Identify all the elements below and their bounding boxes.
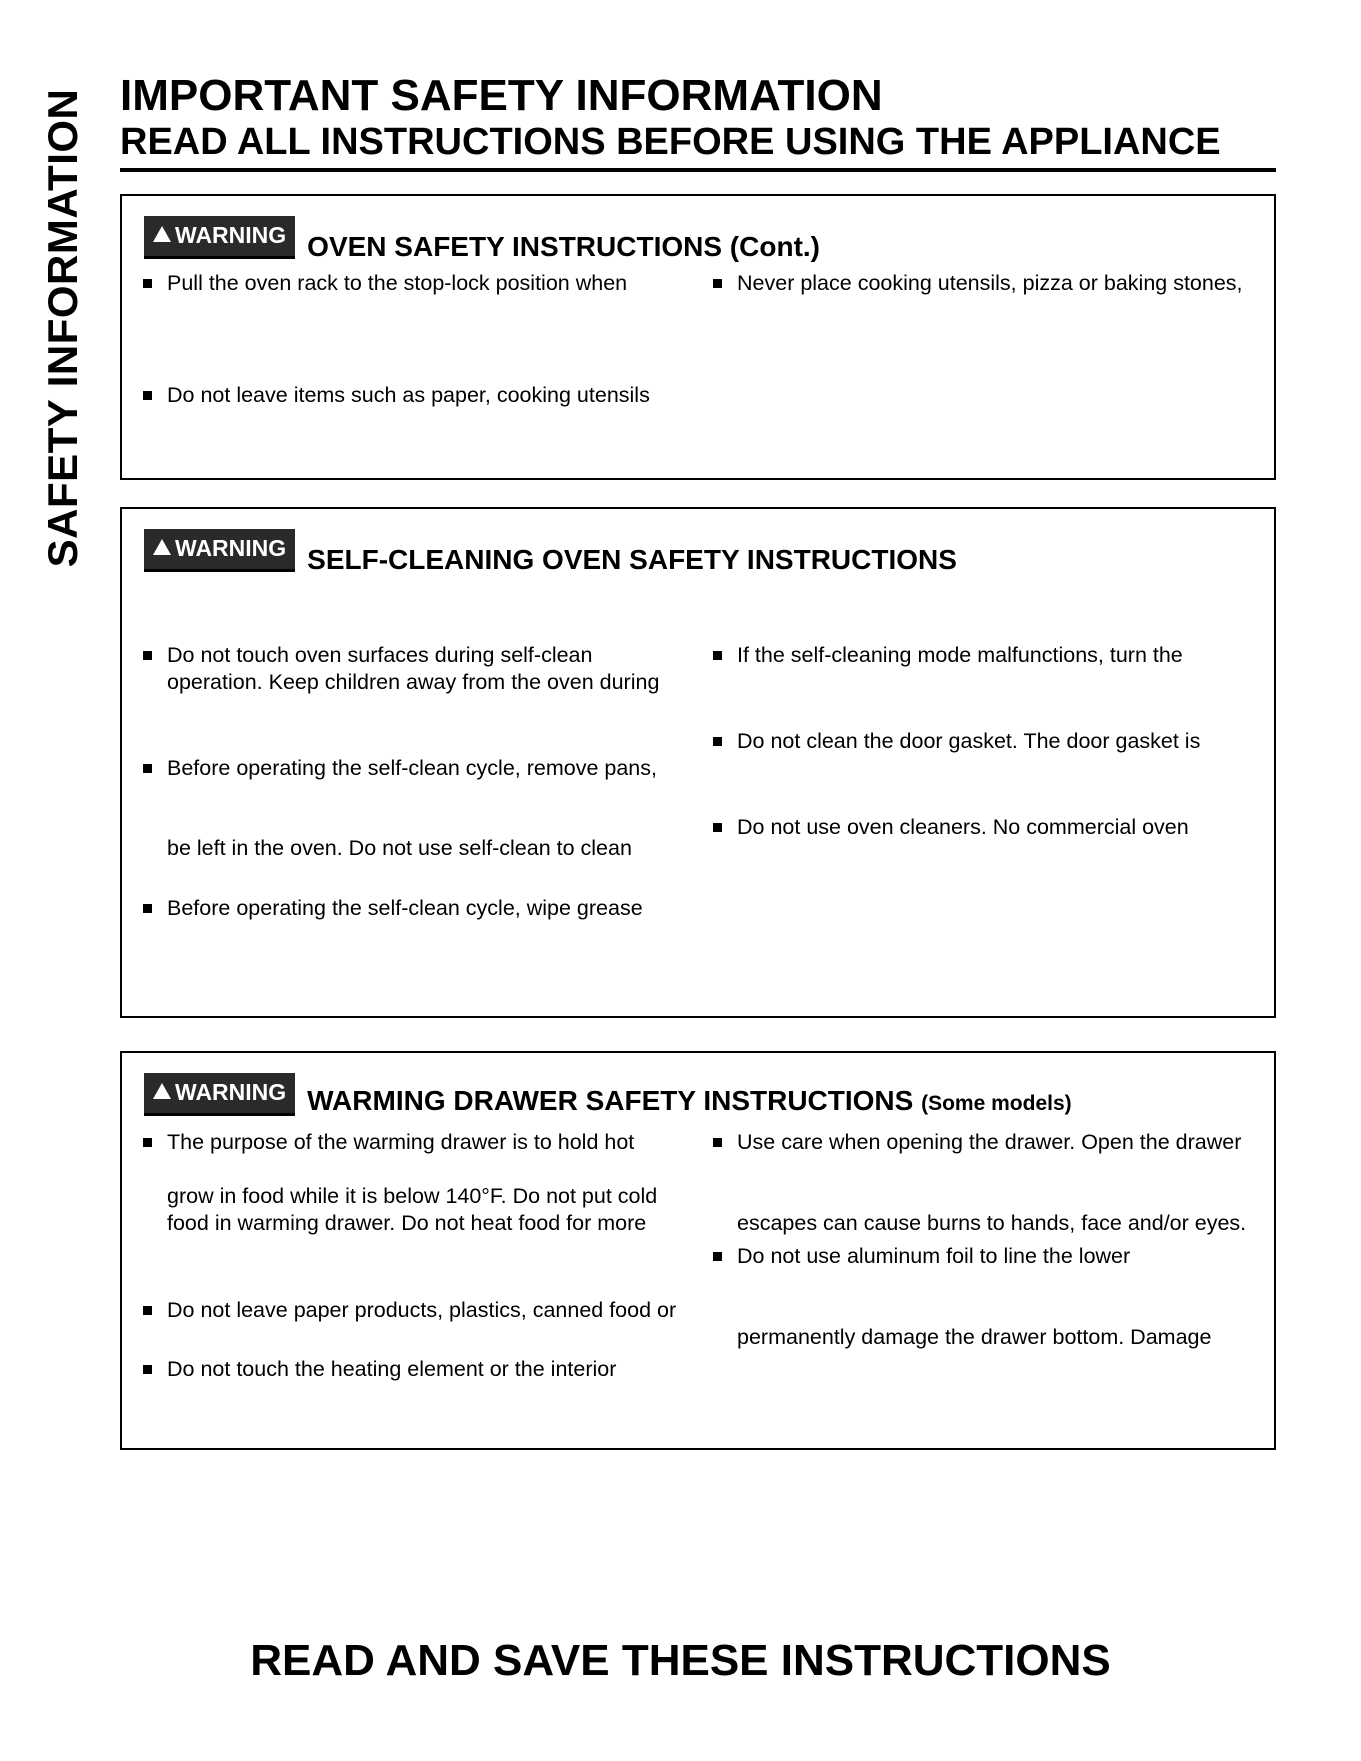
list-item: Do not leave paper products, plastics, canned food or (142, 1297, 676, 1324)
page-subtitle: READ ALL INSTRUCTIONS BEFORE USING THE APPLIANCE (120, 121, 1221, 163)
section-title: OVEN SAFETY INSTRUCTIONS (Cont.) (307, 231, 820, 262)
warning-badge (144, 529, 295, 572)
list-item: The purpose of the warming drawer is to hold hot (142, 1129, 634, 1156)
warning-triangle-icon (153, 226, 171, 242)
list-item: Never place cooking utensils, pizza or baking stones, (712, 270, 1243, 297)
section-header (144, 1073, 1072, 1116)
warming-drawer-section (120, 1051, 1276, 1450)
warning-badge (144, 1073, 295, 1116)
list-item: Before operating the self-clean cycle, wipe grease (142, 895, 643, 922)
side-tab-label: SAFETY INFORMATION (39, 88, 86, 568)
list-item: Do not clean the door gasket. The door gasket is (712, 728, 1200, 755)
list-item: Do not use oven cleaners. No commercial oven (712, 814, 1189, 841)
section-title-text: WARMING DRAWER SAFETY INSTRUCTIONS (307, 1085, 914, 1116)
section-title-note: (Some models) (921, 1092, 1072, 1115)
list-item: Do not use aluminum foil to line the lower (712, 1243, 1130, 1270)
list-item-text: escapes can cause burns to hands, face and/or eyes. (737, 1211, 1247, 1235)
list-item: Pull the oven rack to the stop-lock position when (142, 270, 627, 297)
warning-triangle-icon (153, 539, 171, 555)
section-header (144, 216, 820, 262)
list-item-text: permanently damage the drawer bottom. Damage (737, 1325, 1212, 1349)
list-item-text: grow in food while it is below 140°F. Do not put cold (167, 1184, 658, 1208)
page-header (120, 72, 1276, 164)
self-cleaning-section (120, 507, 1276, 1018)
list-item: Do not touch the heating element or the interior (142, 1356, 616, 1383)
list-item-text: be left in the oven. Do not use self-clean to clean (167, 836, 632, 860)
warning-label: WARNING (175, 535, 287, 561)
list-item-text: operation. Keep children away from the oven during (167, 670, 660, 694)
warning-triangle-icon (153, 1083, 171, 1099)
warning-label: WARNING (175, 1079, 287, 1105)
footer-notice: READ AND SAVE THESE INSTRUCTIONS (250, 1636, 1111, 1685)
section-header (144, 529, 957, 575)
warning-label: WARNING (175, 222, 287, 248)
oven-safety-section (120, 194, 1276, 480)
list-item: Do not leave items such as paper, cooking utensils (142, 382, 650, 409)
page-title: IMPORTANT SAFETY INFORMATION (120, 71, 883, 120)
section-title: SELF-CLEANING OVEN SAFETY INSTRUCTIONS (307, 544, 957, 575)
list-item: Do not touch oven surfaces during self-clean (142, 642, 592, 669)
warning-badge (144, 216, 295, 259)
list-item: If the self-cleaning mode malfunctions, turn the (712, 642, 1183, 669)
list-item-text: food in warming drawer. Do not heat food for more (167, 1211, 647, 1235)
section-title (307, 1086, 1071, 1119)
side-tab (38, 78, 88, 578)
list-item: Use care when opening the drawer. Open the drawer (712, 1129, 1241, 1156)
list-item: Before operating the self-clean cycle, remove pans, (142, 755, 657, 782)
header-divider (120, 168, 1276, 172)
